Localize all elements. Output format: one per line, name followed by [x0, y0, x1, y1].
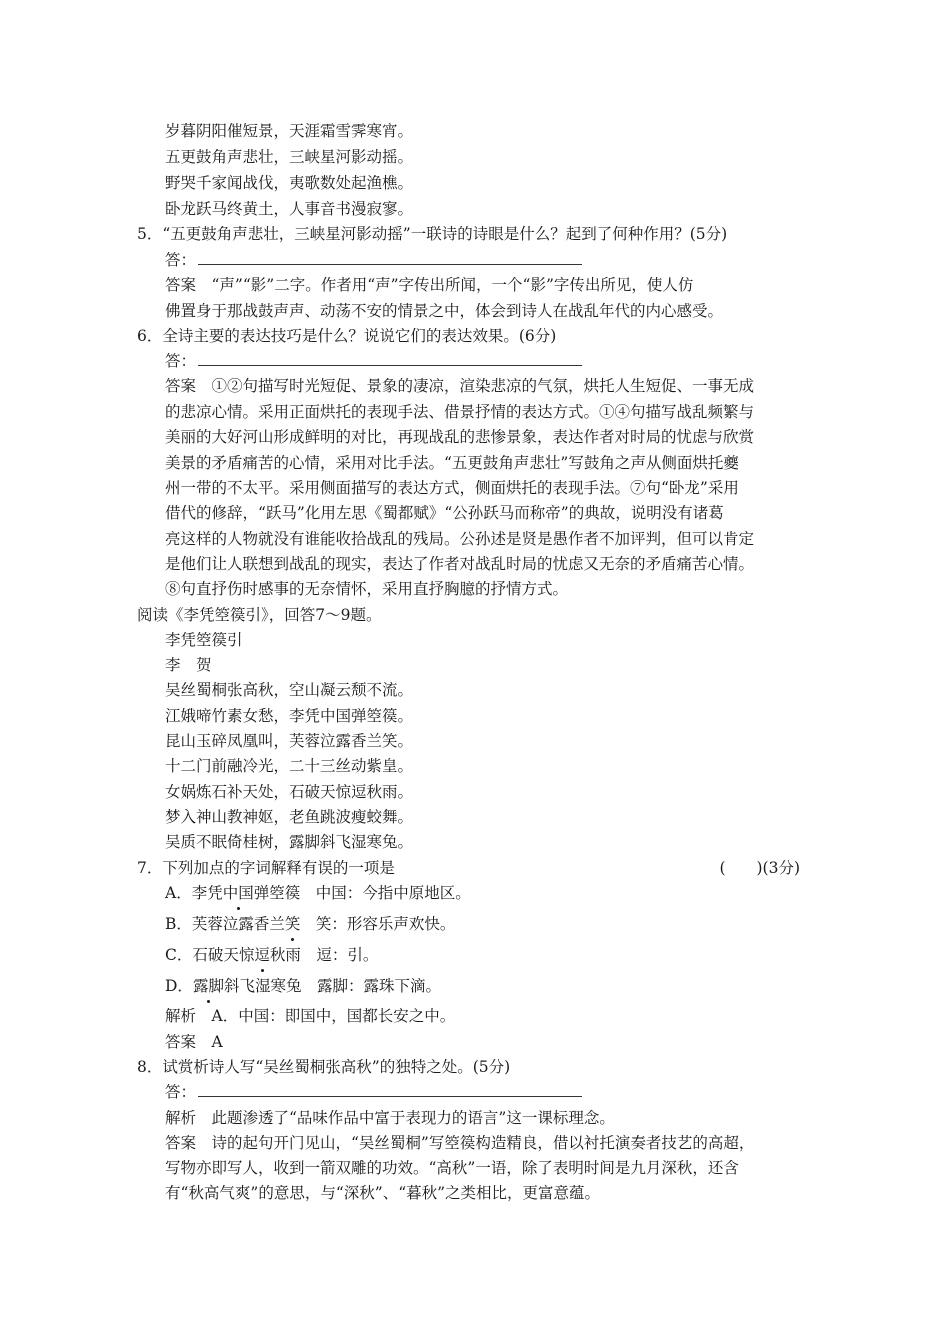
- poem-line: 吴丝蜀桐张高秋，空山凝云颓不流。: [165, 681, 414, 699]
- poem-line: 五更鼓角声悲壮，三峡星河影动摇。: [165, 148, 414, 166]
- answer-text: 答案 A: [165, 1033, 223, 1051]
- answer-text: 答案 诗的起句开门见山，“吴丝蜀桐”写箜篌构造精良，借以衬托演奏者技艺的高超，: [165, 1134, 755, 1152]
- option-pre: A．李凭: [165, 884, 223, 902]
- answer-prefix: 答：: [165, 352, 197, 370]
- dotted-word: 中国: [223, 880, 254, 906]
- question-text: 7．下列加点的字词解释有误的一项是: [137, 859, 395, 877]
- answer-bracket[interactable]: ( )(3分): [719, 859, 800, 877]
- answer-text: 答案 “声”“影”二字。作者用“声”字传出所闻，一个“影”字传出所见，使人仿: [165, 276, 694, 294]
- poem-line: 江娥啼竹素女愁，李凭中国弹箜篌。: [165, 707, 414, 725]
- answer-text: 借代的修辞，“跃马”化用左思《蜀都赋》“公孙跃马而称帝”的典故，说明没有诸葛: [165, 504, 724, 522]
- answer-text: 美丽的大好河山形成鲜明的对比，再现战乱的悲惨景象，表达作者对时局的忧虑与欣赏: [165, 428, 755, 446]
- poem-author: 李 贺: [165, 656, 212, 674]
- answer-text: ⑧句直抒伤时感事的无奈情怀，采用直抒胸臆的抒情方式。: [165, 580, 569, 598]
- answer-blank[interactable]: [198, 248, 582, 265]
- option-post: 斜飞湿寒兔 露脚：露珠下滴。: [223, 977, 441, 995]
- dotted-word: 笑: [285, 911, 301, 937]
- answer-field-5[interactable]: [165, 247, 582, 273]
- answer-text: 答案 ①②句描写时光短促、景象的凄凉，渲染悲凉的气氛，烘托人生短促、一事无成: [165, 377, 755, 395]
- option-pre: C．石破天惊: [165, 946, 255, 964]
- answer-blank[interactable]: [198, 349, 582, 366]
- option-b[interactable]: [165, 911, 455, 937]
- reading-intro: 阅读《李凭箜篌引》，回答7～9题。: [137, 606, 382, 624]
- answer-text: 有“秋高气爽”的意思，与“深秋”、“暮秋”之类相比，更富意蕴。: [165, 1184, 601, 1202]
- poem-line: 女娲炼石补天处，石破天惊逗秋雨。: [165, 783, 414, 801]
- poem-line: 吴质不眠倚桂树，露脚斜飞湿寒兔。: [165, 833, 414, 851]
- poem-line: 岁暮阴阳催短景，天涯霜雪霁寒宵。: [165, 122, 414, 140]
- question-7: [137, 855, 800, 881]
- dotted-word: 露脚: [193, 973, 224, 999]
- poem-line: 卧龙跃马终黄土，人事音书漫寂寥。: [165, 200, 414, 218]
- question-6: 6．全诗主要的表达技巧是什么？说说它们的表达效果。(6分): [137, 327, 557, 345]
- analysis-text: 解析 此题渗透了“品味作品中富于表现力的语言”这一课标理念。: [165, 1109, 615, 1127]
- answer-field-8[interactable]: [165, 1079, 582, 1105]
- answer-text: 州一带的不太平。采用侧面描写的表达方式，侧面烘托的表现手法。⑦句“卧龙”采用: [165, 479, 739, 497]
- question-8: 8．试赏析诗人写“吴丝蜀桐张高秋”的独特之处。(5分): [137, 1058, 511, 1076]
- option-c[interactable]: [165, 942, 378, 968]
- option-a[interactable]: [165, 880, 471, 906]
- answer-text: 亮这样的人物就没有谁能收拾战乱的残局。公孙述是贤是愚作者不加评判，但可以肯定: [165, 530, 755, 548]
- answer-text: 是他们让人联想到战乱的现实，表达了作者对战乱时局的忧虑又无奈的矛盾痛苦心情。: [165, 555, 755, 573]
- option-pre: D．: [165, 977, 193, 995]
- answer-blank[interactable]: [198, 1080, 582, 1097]
- option-pre: B．芙蓉泣露香兰: [165, 915, 285, 933]
- answer-text: 写物亦即写人，收到一箭双雕的功效。“高秋”一语，除了表明时间是九月深秋，还含: [165, 1159, 739, 1177]
- analysis-text: 解析 A．中国：即国中，国都长安之中。: [165, 1007, 456, 1025]
- poem-line: 野哭千家闻战伐，夷歌数处起渔樵。: [165, 174, 414, 192]
- question-5: 5．“五更鼓角声悲壮，三峡星河影动摇”一联诗的诗眼是什么？起到了何种作用？(5分): [137, 225, 728, 243]
- option-post: 秋雨 逗：引。: [269, 946, 379, 964]
- answer-field-6[interactable]: [165, 348, 582, 374]
- answer-text: 佛置身于那战鼓声声、动荡不安的情景之中，体会到诗人在战乱年代的内心感受。: [165, 302, 724, 320]
- option-d[interactable]: [165, 973, 441, 999]
- option-post: 笑：形容乐声欢快。: [300, 915, 456, 933]
- dotted-word: 逗: [254, 942, 270, 968]
- poem-line: 昆山玉碎凤凰叫，芙蓉泣露香兰笑。: [165, 732, 414, 750]
- poem-title: 李凭箜篌引: [165, 631, 243, 649]
- answer-prefix: 答：: [165, 1083, 197, 1101]
- answer-text: 美景的矛盾痛苦的心情，采用对比手法。“五更鼓角声悲壮”写鼓角之声从侧面烘托夔: [165, 454, 739, 472]
- answer-text: 的悲凉心情。采用正面烘托的表现手法、借景抒情的表达方式。①④句描写战乱频繁与: [165, 403, 755, 421]
- poem-line: 十二门前融冷光，二十三丝动紫皇。: [165, 757, 414, 775]
- answer-prefix: 答：: [165, 251, 197, 269]
- poem-line: 梦入神山教神妪，老鱼跳波瘦蛟舞。: [165, 808, 414, 826]
- option-post: 弹箜篌 中国：今指中原地区。: [253, 884, 471, 902]
